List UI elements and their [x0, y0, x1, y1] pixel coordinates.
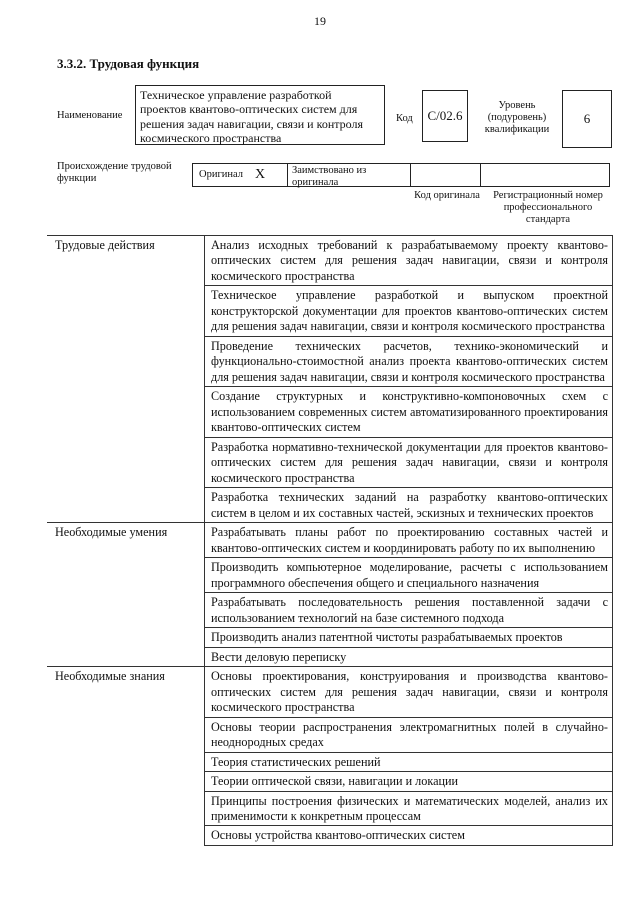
level-box	[562, 90, 612, 148]
code-original-caption: Код оригинала	[414, 190, 480, 201]
function-name-box	[135, 85, 385, 145]
list-item: Производить компьютерное моделирование, расчеты с использованием программного обеспечения общего и специального назначения	[205, 558, 613, 593]
reg-number-caption: Регистрационный номер профессионального стандарта	[493, 190, 603, 226]
code-label: Код	[396, 113, 413, 124]
origin-label: Происхождение трудовой функции	[57, 161, 172, 185]
function-details-table	[47, 235, 613, 846]
list-item: Создание структурных и конструктивно-компоновочных схем с использованием современных систем автоматизированного проектирования квантово-оптических систем	[205, 387, 613, 437]
group-title: Необходимые знания	[47, 667, 205, 846]
list-item: Разрабатывать последовательность решения поставленной задачи с использованием технологий на базе системного подхода	[205, 593, 613, 628]
original-cell	[192, 163, 288, 187]
level-label: Уровень (подуровень) квалификации	[484, 100, 550, 136]
list-item: Анализ исходных требований к разрабатываемому проекту квантово-оптических систем для решения задач навигации, связи и контроля космического пространства	[205, 236, 613, 286]
code-box	[422, 90, 468, 142]
reg-number-cell	[480, 163, 610, 187]
section-title: 3.3.2. Трудовая функция	[57, 56, 200, 71]
list-item: Теория статистических решений	[205, 752, 613, 771]
list-item: Производить анализ патентной чистоты разрабатываемых проектов	[205, 628, 613, 647]
list-item: Разработка нормативно-технической документации для проектов квантово-оптических систем для решения задач навигации, связи и контроля космического пространства	[205, 437, 613, 487]
group-title: Необходимые умения	[47, 523, 205, 667]
group-title: Трудовые действия	[47, 236, 205, 523]
borrowed-label: Заимствовано из оригинала	[292, 165, 367, 189]
origin-row	[193, 163, 610, 187]
level-value: 6	[583, 111, 591, 126]
name-label: Наименование	[57, 110, 123, 121]
table-row	[47, 667, 613, 717]
list-item: Проведение технических расчетов, технико-экономический и функционально-стоимостной анализ проекта квантово-оптических систем для решения задач навигации, связи и контроля космического пространства	[205, 336, 613, 386]
original-mark: X	[255, 167, 266, 182]
code-original-cell	[410, 163, 481, 187]
list-item: Разработка технических заданий на разработку квантово-оптических систем в целом и их составных частей, эскизных и технических проектов	[205, 488, 613, 523]
list-item: Принципы построения физических и математических моделей, анализ их применимости к конкретным процессам	[205, 791, 613, 826]
borrowed-cell	[287, 163, 411, 187]
list-item: Основы проектирования, конструирования и производства квантово-оптических систем для решения задач навигации, связи и контроля космического пространства	[205, 667, 613, 717]
list-item: Разрабатывать планы работ по проектированию составных частей и квантово-оптических систем и координировать работу по их выполнению	[205, 523, 613, 558]
list-item: Основы устройства квантово-оптических систем	[205, 826, 613, 845]
table-row	[47, 523, 613, 558]
original-label: Оригинал	[199, 168, 243, 180]
list-item: Техническое управление разработкой и выпуском проектной конструкторской документации для проектов квантово-оптических систем для решения задач навигации, связи и контроля космического пространства	[205, 286, 613, 336]
list-item: Основы теории распространения электромагнитных полей в случайно-неоднородных средах	[205, 717, 613, 752]
list-item: Теории оптической связи, навигации и локации	[205, 772, 613, 791]
function-name-value: Техническое управление разработкой проектов квантово-оптических систем для решения задач навигации, связи и контроля космического пространства	[140, 88, 363, 146]
list-item: Вести деловую переписку	[205, 647, 613, 666]
code-value: С/02.6	[427, 108, 463, 123]
table-row	[47, 236, 613, 286]
page-number: 19	[314, 14, 326, 28]
